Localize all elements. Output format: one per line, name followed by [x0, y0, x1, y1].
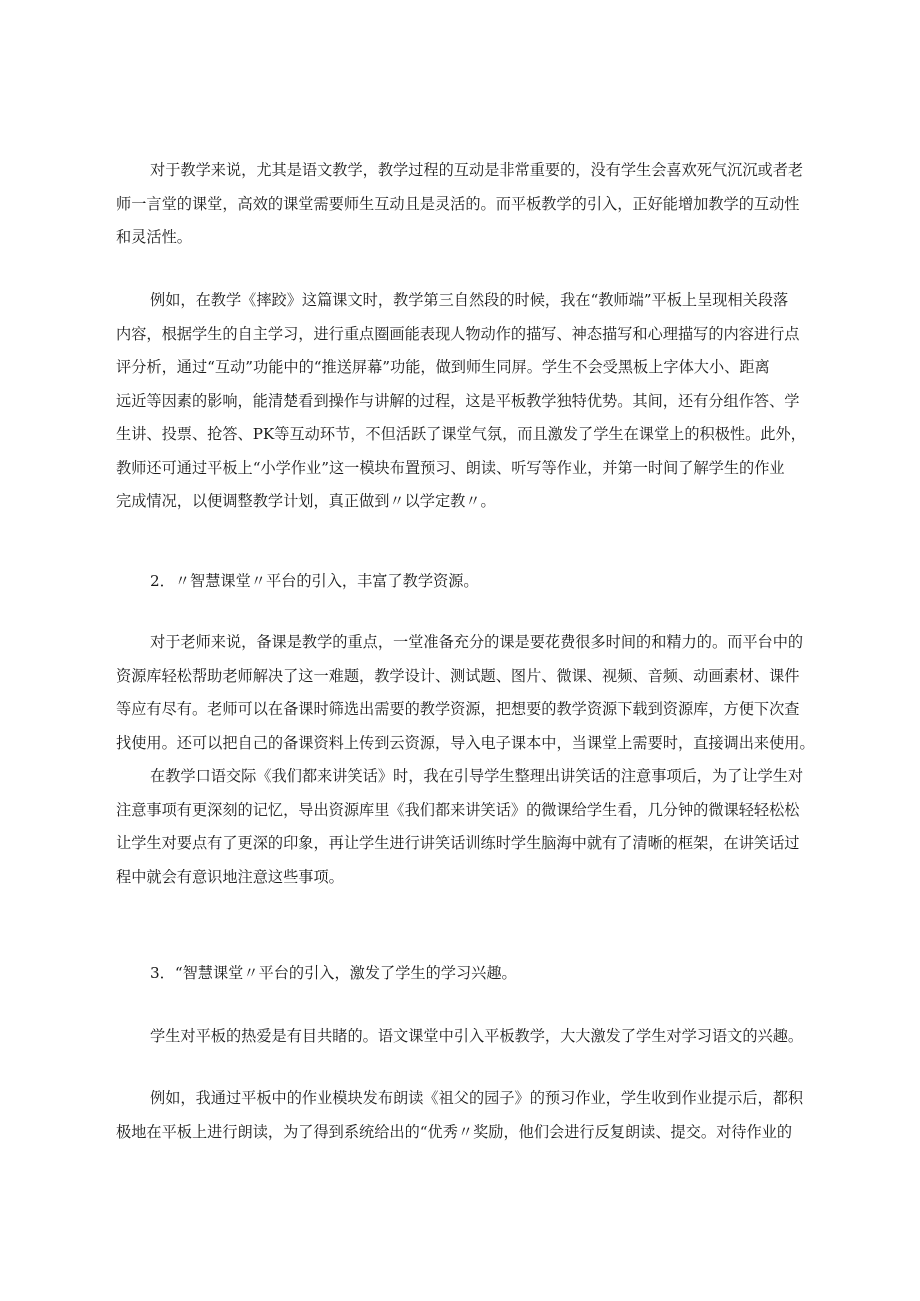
text-line: 远近等因素的影响，能清楚看到操作与讲解的过程，这是平板教学独特优势。其间，还有分组作答、学 [116, 391, 800, 410]
text-line: 对于老师来说，备课是教学的重点，一堂准备充分的课是要花费很多时间的和精力的。而平台中的 [150, 633, 804, 651]
paragraph-reading-homework-example [116, 1082, 820, 1149]
text-line: 和灵活性。 [116, 228, 192, 246]
text-line: 在教学口语交际《我们都来讲笑话》时，我在引导学生整理出讲笑话的注意事项后，为了让学生对 [150, 767, 804, 785]
paragraph-interaction-importance [116, 154, 820, 255]
text-line: 学生对平板的热爱是有目共睹的。语文课堂中引入平板教学，大大激发了学生对学习语文的兴趣。 [150, 1027, 804, 1045]
text-line: 例如，我通过平板中的作业模块发布朗读《祖父的园子》的预习作业，学生收到作业提示后，都积 [150, 1089, 804, 1107]
text-line: 教师还可通过平板上“小学作业”这一模块布置预习、朗读、听写等作业，并第一时间了解学生的作业 [116, 458, 785, 477]
text-line: 程中就会有意识地注意这些事项。 [116, 867, 344, 886]
text-line: 例如，在教学《摔跤》这篇课文时，教学第三自然段的时候，我在“教师端”平板上呈现相关段落 [150, 291, 789, 309]
paragraph-example-lesson [116, 284, 820, 519]
section-heading-3 [116, 957, 820, 991]
text-line: 师一言堂的课堂，高效的课堂需要师生互动且是灵活的。而平板教学的引入，正好能增加教学的互动性 [116, 194, 800, 213]
text-line: 注意事项有更深刻的记忆，导出资源库里《我们都来讲笑话》的微课给学生看，几分钟的微课轻轻松松 [116, 800, 800, 819]
paragraph-lesson-preparation [116, 626, 820, 760]
text-line: 内容，根据学生的自主学习，进行重点圈画能表现人物动作的描写、神态描写和心理描写的内容进行点 [116, 324, 800, 343]
text-line: 生讲、投票、抢答、PK等互动环节，不但活跃了课堂气氛，而且激发了学生在课堂上的积极性。此外， [116, 425, 806, 443]
paragraph-student-interest [116, 1020, 820, 1054]
text-line: 资源库轻松帮助老师解决了这一难题，教学设计、测试题、图片、微课、视频、音频、动画素材、课件 [116, 666, 800, 685]
heading-text: 2．〃智慧课堂〃平台的引入，丰富了教学资源。 [150, 572, 479, 590]
section-heading-2 [116, 565, 820, 599]
paragraph-joke-lesson-example [116, 760, 820, 894]
text-line: 找使用。还可以把自己的备课资料上传到云资源，导入电子课本中，当课堂上需要时，直接调出来使用。 [116, 733, 815, 752]
text-line: 对于教学来说，尤其是语文教学，教学过程的互动是非常重要的，没有学生会喜欢死气沉沉或者老 [150, 161, 804, 179]
heading-text: 3．“智慧课堂〃平台的引入，激发了学生的学习兴趣。 [150, 964, 517, 982]
text-line: 完成情况，以便调整教学计划，真正做到〃以学定教〃。 [116, 492, 496, 510]
text-line: 评分析，通过“互动”功能中的“推送屏幕”功能，做到师生同屏。学生不会受黑板上字体大小、距离 [116, 358, 770, 376]
text-line: 等应有尽有。老师可以在备课时筛选出需要的教学资源，把想要的教学资源下载到资源库，方便下次查 [116, 700, 800, 718]
text-line: 让学生对要点有了更深的印象，再让学生进行讲笑话训练时学生脑海中就有了清晰的框架，在讲笑话过 [116, 834, 800, 852]
text-line: 极地在平板上进行朗读，为了得到系统给出的“优秀〃奖励，他们会进行反复朗读、提交。对待作业的 [116, 1122, 793, 1141]
